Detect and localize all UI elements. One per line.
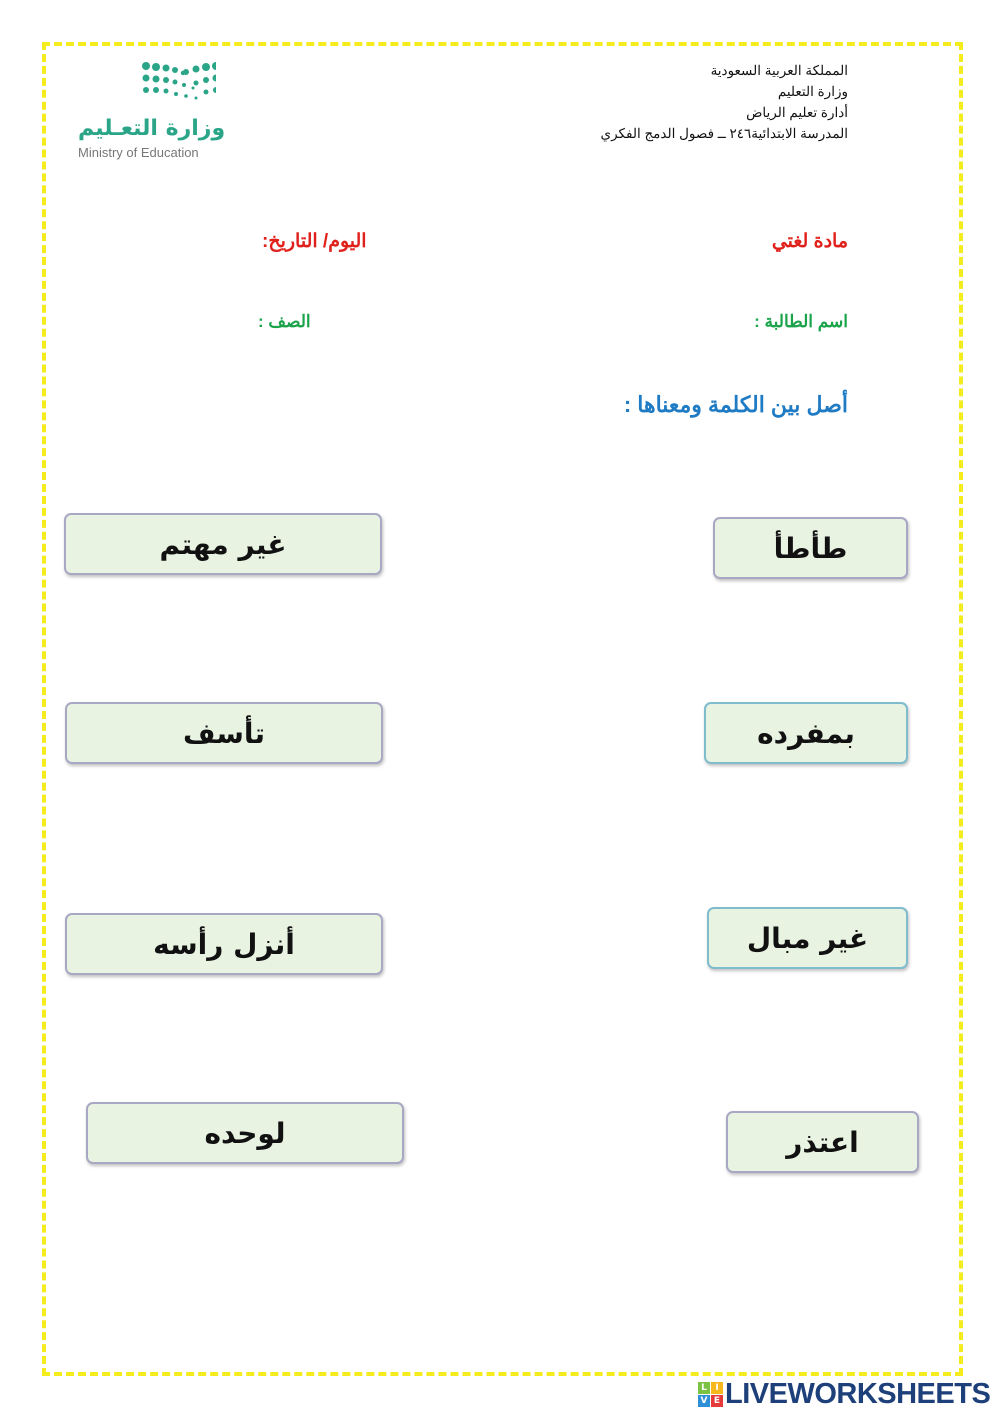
logo-letter: I <box>711 1382 723 1394</box>
logo-english-text: Ministry of Education <box>78 145 199 160</box>
logo-letter: V <box>698 1395 710 1407</box>
header-line: المدرسة الابتدائية٢٤٦ ــ فصول الدمج الفكري <box>600 126 848 141</box>
word-box[interactable]: بمفرده <box>704 702 908 764</box>
word-box[interactable]: غير مبال <box>707 907 908 969</box>
word-box[interactable]: اعتذر <box>726 1111 919 1173</box>
meaning-box[interactable]: غير مهتم <box>64 513 382 575</box>
subject-label: مادة لغتي <box>771 231 848 252</box>
logo-arabic-text: وزارة التعـليم <box>78 116 226 141</box>
date-label: اليوم/ التاريخ: <box>262 231 367 252</box>
header-line: وزارة التعليم <box>777 84 848 99</box>
meaning-box[interactable]: تأسف <box>65 702 383 764</box>
logo-letter: L <box>698 1382 710 1394</box>
class-label: الصف : <box>258 312 311 331</box>
meaning-box[interactable]: أنزل رأسه <box>65 913 383 975</box>
liveworksheets-logo-icon <box>698 1382 723 1407</box>
header-line: المملكة العربية السعودية <box>710 63 848 78</box>
logo-letter: E <box>711 1395 723 1407</box>
instruction: أصل بين الكلمة ومعناها : <box>623 392 848 417</box>
header-line: أدارة تعليم الرياض <box>746 105 848 120</box>
word-box[interactable]: طأطأ <box>713 517 908 579</box>
brand-text: LIVEWORKSHEETS <box>725 1378 991 1410</box>
meaning-box[interactable]: لوحده <box>86 1102 404 1164</box>
student-name-label: اسم الطالبة : <box>754 312 848 331</box>
school-header <box>601 60 848 144</box>
liveworksheets-brand <box>698 1378 990 1411</box>
